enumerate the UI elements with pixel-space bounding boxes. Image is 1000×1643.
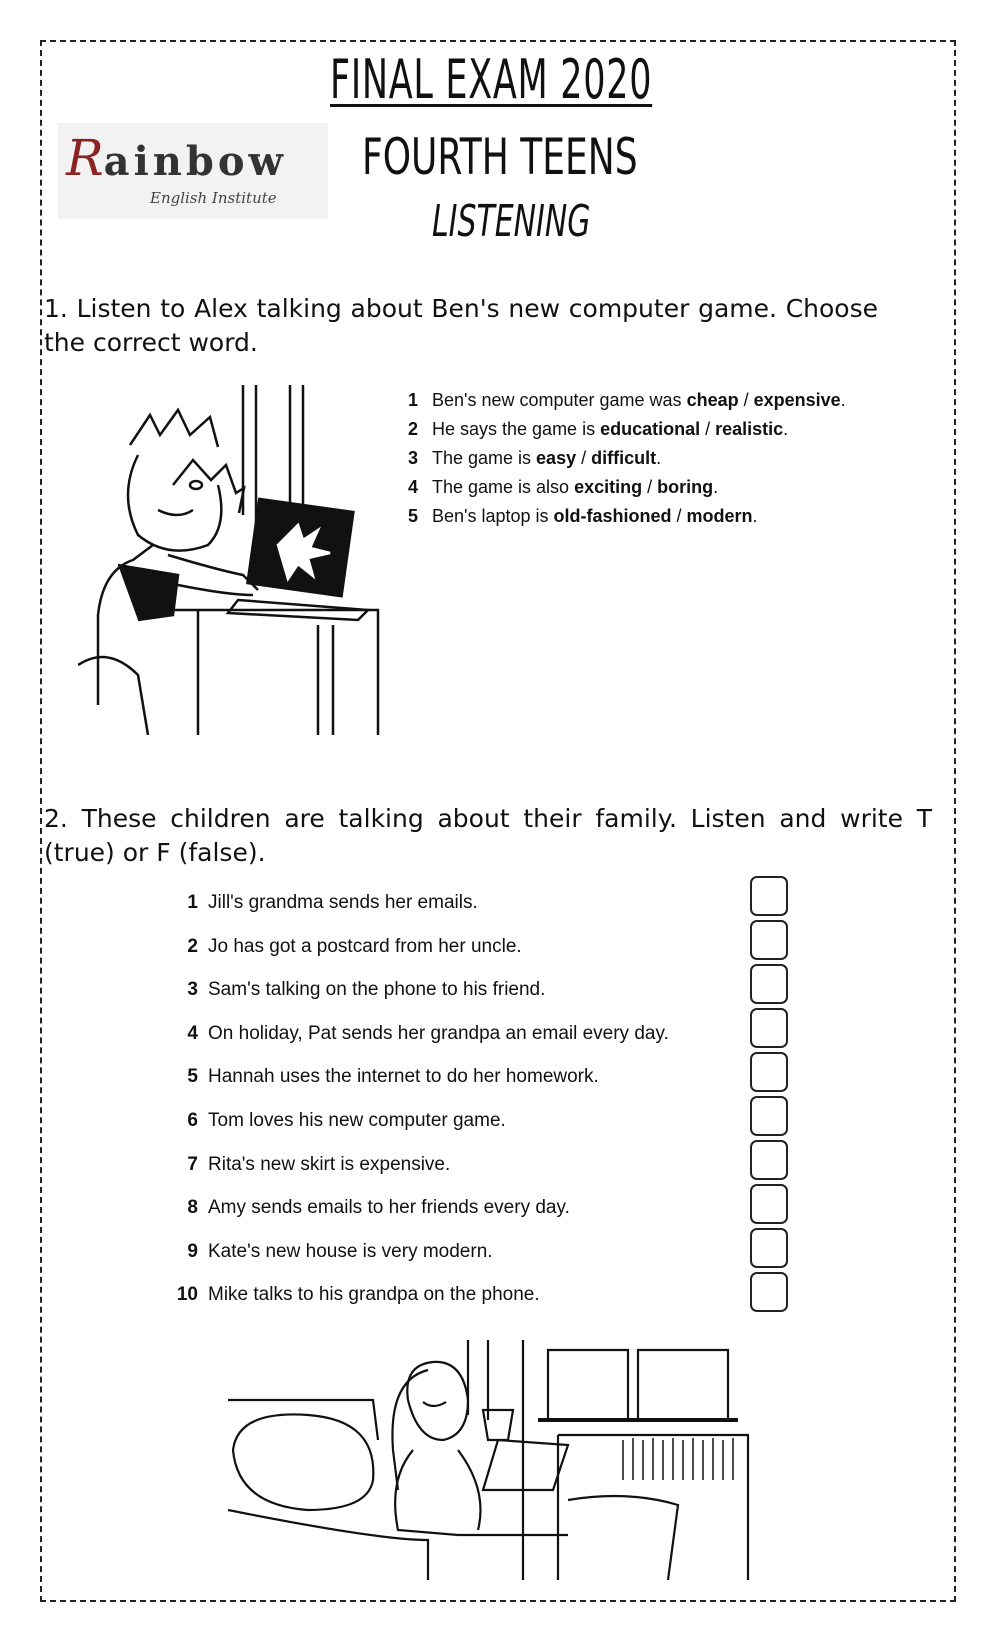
answer-box-3[interactable] [750, 964, 788, 1004]
exercise2-item: 6 Tom loves his new computer game. [187, 1109, 506, 1131]
exercise1-instruction: 1. Listen to Alex talking about Ben's new computer game. Choose the correct word. [44, 294, 878, 357]
exercise1-item: 3 The game is easy / difficult . [408, 448, 846, 477]
answer-box-1[interactable] [750, 876, 788, 916]
option-b[interactable]: difficult [591, 448, 657, 468]
answer-box-6[interactable] [750, 1096, 788, 1136]
answer-box-2[interactable] [750, 920, 788, 960]
option-a[interactable]: cheap [686, 390, 739, 410]
logo-wordmark: Rainbow [66, 129, 287, 187]
girl-laptop-illustration [228, 1340, 773, 1580]
exercise2-list [172, 892, 669, 1328]
exercise2-instruction: 2. These children are talking about their family. Listen and write T (true) or F (false). [44, 804, 932, 867]
option-b[interactable]: modern [686, 506, 753, 526]
answer-box-5[interactable] [750, 1052, 788, 1092]
option-b[interactable]: boring [657, 477, 714, 497]
option-a[interactable]: exciting [574, 477, 643, 497]
answer-box-4[interactable] [750, 1008, 788, 1048]
exercise2-item: 1 Jill's grandma sends her emails. [187, 892, 478, 913]
option-b[interactable]: realistic [715, 419, 784, 439]
section-heading: LISTENING [432, 196, 591, 247]
option-a[interactable]: easy [536, 448, 577, 468]
exercise1-item: 4 The game is also exciting / boring . [408, 477, 846, 506]
exercise1-list [408, 390, 846, 535]
exercise1-item: 1 Ben's new computer game was cheap / expensive . [408, 390, 846, 419]
answer-box-10[interactable] [750, 1272, 788, 1312]
exercise2-item: 5 Hannah uses the internet to do her homework. [187, 1066, 599, 1088]
exam-subtitle: FOURTH TEENS [362, 128, 638, 186]
option-b[interactable]: expensive [753, 390, 841, 410]
exercise1-item: 5 Ben's laptop is old-fashioned / modern . [408, 506, 846, 535]
answer-box-9[interactable] [750, 1228, 788, 1268]
exercise2-item: 10 Mike talks to his grandpa on the phone. [176, 1284, 540, 1306]
exercise1-item: 2 He says the game is educational / realistic . [408, 419, 846, 448]
boy-laptop-illustration [78, 385, 396, 735]
answer-box-7[interactable] [750, 1140, 788, 1180]
institute-logo [58, 123, 328, 219]
exam-title: FINAL EXAM 2020 [330, 48, 653, 111]
option-a[interactable]: old-fashioned [553, 506, 672, 526]
exercise2-item: 9 Kate's new house is very modern. [187, 1240, 493, 1262]
option-a[interactable]: educational [600, 419, 701, 439]
exercise2-item: 8 Amy sends emails to her friends every day. [187, 1197, 570, 1219]
exercise2-item: 7 Rita's new skirt is expensive. [187, 1153, 451, 1175]
exercise2-item: 4 On holiday, Pat sends her grandpa an email every day. [187, 1022, 669, 1044]
exercise2-item: 3 Sam's talking on the phone to his friend. [187, 979, 546, 1001]
logo-tagline: English Institute [150, 189, 277, 207]
exercise2-item: 2 Jo has got a postcard from her uncle. [187, 935, 522, 957]
answer-box-8[interactable] [750, 1184, 788, 1224]
